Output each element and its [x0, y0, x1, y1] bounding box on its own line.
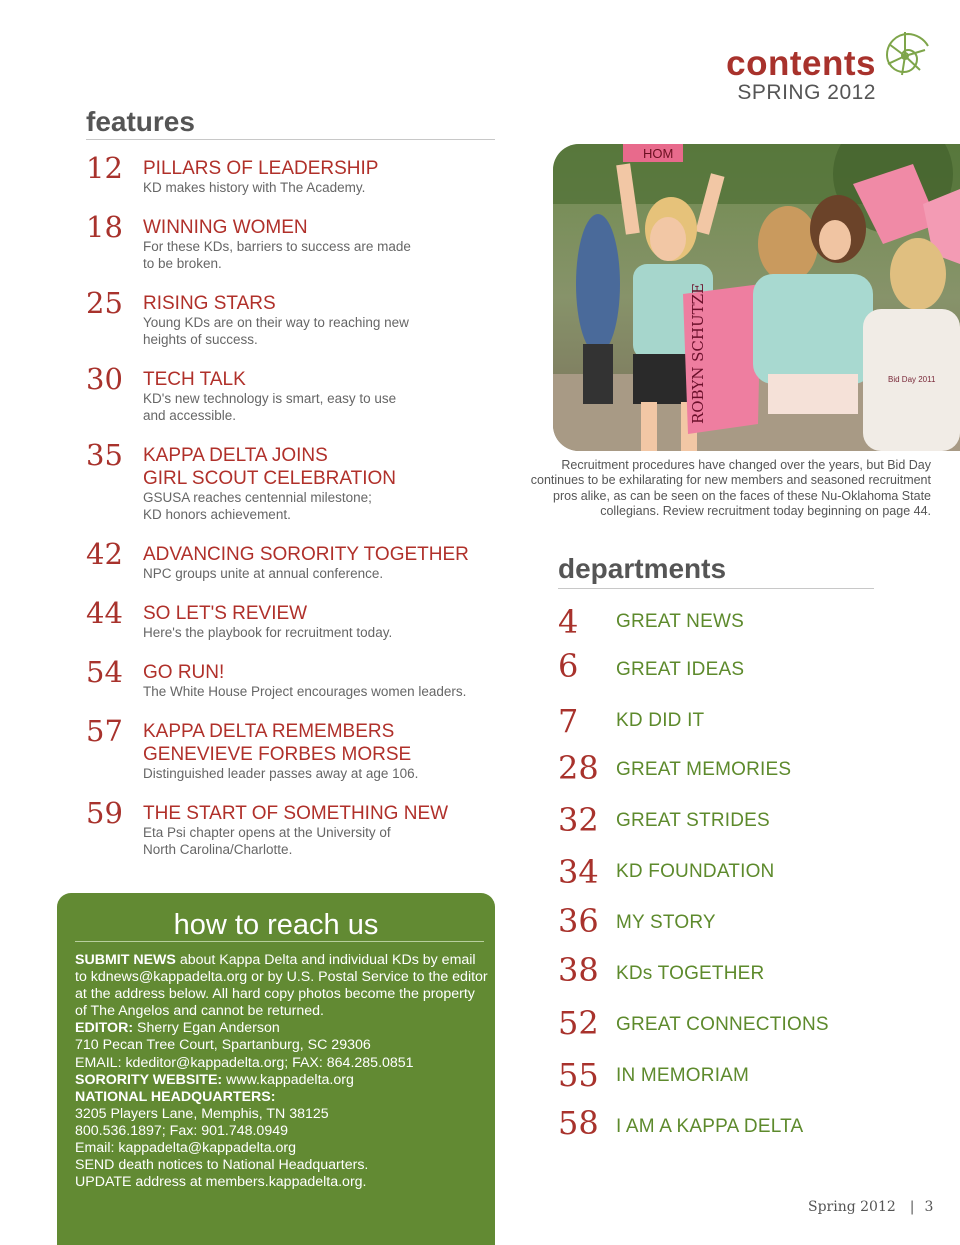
footer-issue: Spring 2012	[808, 1199, 896, 1215]
feature-title[interactable]: PILLARS OF LEADERSHIP	[143, 158, 379, 179]
department-item[interactable]	[558, 701, 938, 741]
department-label[interactable]: IN MEMORIAM	[616, 1065, 750, 1086]
department-label[interactable]: GREAT CONNECTIONS	[616, 1014, 829, 1035]
features-heading: features	[86, 106, 195, 137]
features-divider	[86, 139, 495, 140]
department-label[interactable]: GREAT IDEAS	[616, 659, 745, 680]
departments-heading: departments	[558, 553, 727, 584]
department-page-number: 52	[558, 1004, 599, 1042]
feature-description: KD makes history with The Academy.	[143, 180, 366, 195]
sign-top-text: HOM	[643, 146, 674, 161]
feature-page-number: 18	[86, 210, 123, 244]
department-page-number: 7	[558, 702, 579, 740]
department-label[interactable]: KD FOUNDATION	[616, 861, 775, 882]
department-page-number: 4	[558, 603, 579, 641]
department-item[interactable]	[558, 646, 938, 686]
footer-separator: |	[909, 1199, 915, 1215]
website-link[interactable]: www.kappadelta.org	[222, 1071, 354, 1088]
department-item[interactable]	[558, 602, 938, 642]
feature-title[interactable]: TECH TALK	[143, 369, 246, 390]
department-item[interactable]	[558, 748, 938, 788]
department-label[interactable]: GREAT NEWS	[616, 611, 744, 632]
department-page-number: 28	[558, 749, 599, 787]
department-label[interactable]: KD DID IT	[616, 710, 705, 731]
editor-name: Sherry Egan Anderson	[133, 1020, 280, 1037]
update-address[interactable]: UPDATE address at members.kappadelta.org.	[75, 1174, 367, 1191]
website-label: SORORITY WEBSITE:	[75, 1071, 223, 1088]
nautilus-shell-icon	[880, 26, 930, 84]
hq-email[interactable]: Email: kappadelta@kappadelta.org	[75, 1140, 297, 1157]
contact-body	[75, 952, 490, 1191]
feature-title[interactable]: GO RUN!	[143, 662, 225, 683]
photo-caption: Recruitment procedures have changed over the years, but Bid Day continues to be exhilarating for new members and seasoned recruitment pros alike, as can be seen on the faces of these Nu-Oklahoma State collegians. Review recruitment today beginning on page 44.	[530, 458, 931, 519]
department-page-number: 38	[558, 951, 599, 989]
bid-day-photo	[553, 144, 960, 451]
contents-title: contents	[726, 44, 876, 83]
feature-title[interactable]: KAPPA DELTA JOINS GIRL SCOUT CELEBRATION	[143, 445, 397, 489]
feature-description: GSUSA reaches centennial milestone; KD honors achievement.	[143, 490, 372, 522]
feature-description: Eta Psi chapter opens at the University of North Carolina/Charlotte.	[143, 825, 391, 857]
hq-phone: 800.536.1897; Fax: 901.748.0949	[75, 1122, 288, 1139]
department-item[interactable]	[558, 1003, 938, 1043]
feature-description: NPC groups unite at annual conference.	[143, 566, 384, 581]
feature-page-number: 42	[86, 537, 123, 571]
department-label[interactable]: MY STORY	[616, 912, 716, 933]
feature-title[interactable]: ADVANCING SORORITY TOGETHER	[143, 544, 469, 565]
feature-description: Here's the playbook for recruitment today.	[143, 625, 393, 640]
department-item[interactable]	[558, 852, 938, 892]
death-notices: SEND death notices to National Headquarters.	[75, 1157, 369, 1174]
department-page-number: 36	[558, 902, 599, 940]
department-page-number: 6	[558, 647, 579, 685]
department-label[interactable]: I AM A KAPPA DELTA	[616, 1116, 804, 1137]
editor-contact[interactable]: EMAIL: kdeditor@kappadelta.org; FAX: 864.285.0851	[75, 1054, 414, 1071]
department-page-number: 55	[558, 1056, 599, 1094]
feature-description: Young KDs are on their way to reaching new heights of success.	[143, 315, 409, 347]
feature-page-number: 44	[86, 596, 123, 630]
editor-label: EDITOR:	[75, 1020, 134, 1037]
contact-heading: how to reach us	[173, 909, 379, 941]
editor-address: 710 Pecan Tree Court, Spartanburg, SC 29306	[75, 1037, 371, 1054]
feature-page-number: 54	[86, 655, 123, 689]
feature-description: KD's new technology is smart, easy to use and accessible.	[143, 391, 397, 423]
contact-divider	[75, 941, 484, 942]
feature-page-number: 25	[86, 286, 123, 320]
department-label[interactable]: GREAT STRIDES	[616, 810, 770, 831]
department-item[interactable]	[558, 1103, 938, 1143]
department-label[interactable]: GREAT MEMORIES	[616, 759, 792, 780]
photo-illustration	[553, 144, 960, 451]
hq-address: 3205 Players Lane, Memphis, TN 38125	[75, 1105, 329, 1122]
department-item[interactable]	[558, 950, 938, 990]
submit-news-text: about Kappa Delta and individual KDs by email to kdnews@kappadelta.org or by U.S. Postal Service to the editor at the address below. All hard copy photos become the property of The Angelos and cannot be returned.	[75, 952, 488, 1020]
hq-label: NATIONAL HEADQUARTERS:	[75, 1088, 276, 1105]
department-page-number: 58	[558, 1104, 599, 1142]
feature-page-number: 57	[86, 714, 123, 748]
department-item[interactable]	[558, 800, 938, 840]
department-page-number: 34	[558, 853, 599, 891]
department-item[interactable]	[558, 901, 938, 941]
feature-description: The White House Project encourages women leaders.	[143, 684, 467, 699]
department-page-number: 32	[558, 801, 599, 839]
issue-subtitle: SPRING 2012	[737, 81, 876, 104]
feature-title[interactable]: THE START OF SOMETHING NEW	[143, 803, 449, 824]
page-footer	[808, 1199, 933, 1215]
feature-description: For these KDs, barriers to success are made to be broken.	[143, 239, 411, 271]
feature-description: Distinguished leader passes away at age 106.	[143, 766, 419, 781]
submit-news-label: SUBMIT NEWS	[75, 952, 176, 968]
feature-page-number: 30	[86, 362, 123, 396]
feature-title[interactable]: WINNING WOMEN	[143, 217, 308, 238]
sign-name-text: ROBYN SCHUTZE	[689, 283, 707, 424]
department-label[interactable]: KDs TOGETHER	[616, 963, 765, 984]
department-item[interactable]	[558, 1055, 938, 1095]
feature-title[interactable]: RISING STARS	[143, 293, 276, 314]
shirt-text: Bid Day 2011	[888, 375, 936, 384]
feature-page-number: 59	[86, 796, 123, 830]
contact-box	[57, 893, 495, 1245]
masthead	[726, 44, 876, 104]
departments-divider	[558, 588, 874, 589]
feature-title[interactable]: KAPPA DELTA REMEMBERS GENEVIEVE FORBES MORSE	[143, 721, 412, 765]
feature-title[interactable]: SO LET'S REVIEW	[143, 603, 308, 624]
feature-page-number: 35	[86, 438, 123, 472]
page-number: 3	[924, 1199, 934, 1215]
feature-page-number: 12	[86, 151, 123, 185]
